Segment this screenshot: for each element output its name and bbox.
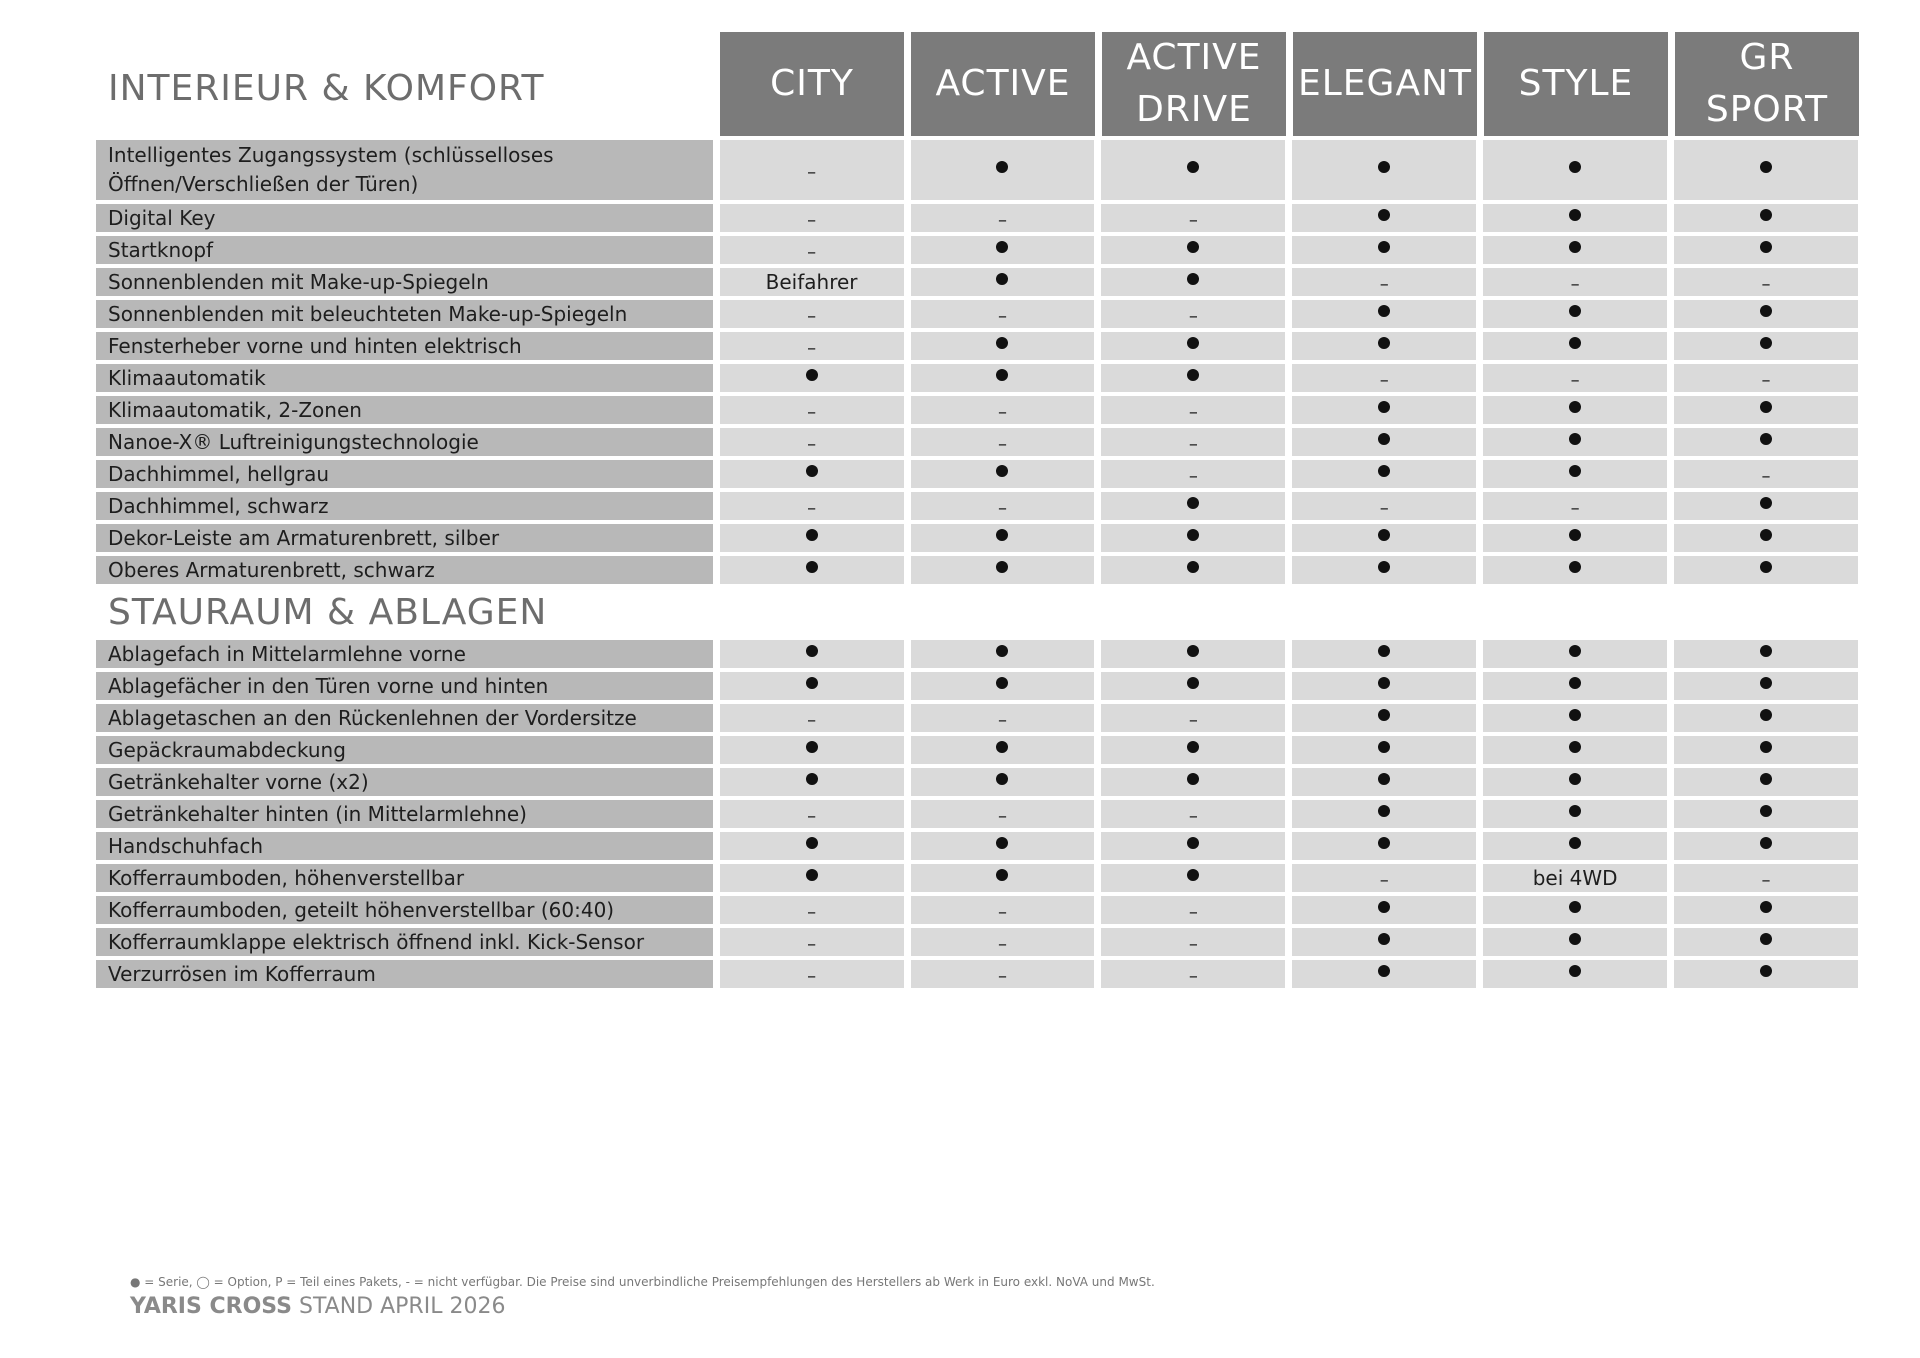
not-available-cell: – [1292, 364, 1476, 392]
not-available-cell: – [1674, 268, 1858, 296]
standard-dot-icon [1483, 524, 1667, 552]
standard-dot-icon [1101, 268, 1285, 296]
standard-dot-icon [911, 460, 1095, 488]
standard-dot-icon [720, 556, 904, 584]
standard-dot-icon [1674, 524, 1858, 552]
not-available-cell: – [911, 704, 1095, 732]
standard-dot-icon [1483, 204, 1667, 232]
table-row [96, 556, 1858, 584]
feature-label: Oberes Armaturenbrett, schwarz [96, 556, 713, 584]
not-available-cell: – [1101, 396, 1285, 424]
not-available-cell: – [720, 704, 904, 732]
standard-dot-icon [1292, 800, 1476, 828]
standard-dot-icon [1292, 768, 1476, 796]
table-row [96, 300, 1858, 328]
standard-dot-icon [1674, 640, 1858, 668]
standard-dot-icon [1292, 396, 1476, 424]
standard-dot-icon [720, 736, 904, 764]
standard-dot-icon [1483, 960, 1667, 988]
standard-dot-icon [1674, 428, 1858, 456]
standard-dot-icon [1292, 204, 1476, 232]
table-row [96, 524, 1858, 552]
feature-label: Sonnenblenden mit Make-up-Spiegeln [96, 268, 713, 296]
standard-dot-icon [1101, 736, 1285, 764]
standard-dot-icon [911, 332, 1095, 360]
not-available-cell: – [1674, 364, 1858, 392]
standard-dot-icon [911, 236, 1095, 264]
not-available-cell: – [720, 928, 904, 956]
standard-dot-icon [1674, 768, 1858, 796]
standard-dot-icon [1674, 896, 1858, 924]
standard-dot-icon [1101, 492, 1285, 520]
standard-dot-icon [1483, 460, 1667, 488]
standard-dot-icon [1483, 236, 1667, 264]
standard-dot-icon [720, 640, 904, 668]
not-available-cell: – [720, 396, 904, 424]
feature-label: Sonnenblenden mit beleuchteten Make-up-Spiegeln [96, 300, 713, 328]
standard-dot-icon [720, 524, 904, 552]
not-available-cell: – [720, 300, 904, 328]
standard-dot-icon [1101, 832, 1285, 860]
table-row [96, 332, 1858, 360]
not-available-cell: – [911, 396, 1095, 424]
standard-dot-icon [1483, 300, 1667, 328]
standard-dot-icon [1674, 736, 1858, 764]
not-available-cell: – [720, 140, 904, 200]
feature-label: Handschuhfach [96, 832, 713, 860]
not-available-cell: – [720, 332, 904, 360]
feature-label: Ablagefächer in den Türen vorne und hinten [96, 672, 713, 700]
standard-dot-icon [1292, 928, 1476, 956]
standard-dot-icon [1101, 640, 1285, 668]
standard-dot-icon [720, 672, 904, 700]
standard-dot-icon [1292, 332, 1476, 360]
table-row [96, 800, 1858, 828]
column-header-city: CITY [720, 32, 904, 136]
standard-dot-icon [1483, 768, 1667, 796]
standard-dot-icon [1674, 236, 1858, 264]
column-header-active: ACTIVE [911, 32, 1095, 136]
not-available-cell: – [720, 236, 904, 264]
standard-dot-icon [911, 524, 1095, 552]
not-available-cell: – [1101, 460, 1285, 488]
standard-dot-icon [1101, 864, 1285, 892]
not-available-cell: – [1101, 800, 1285, 828]
standard-dot-icon [1674, 332, 1858, 360]
column-header-gr-sport: GR SPORT [1675, 32, 1859, 136]
feature-label: Verzurrösen im Kofferraum [96, 960, 713, 988]
feature-label: Klimaautomatik, 2-Zonen [96, 396, 713, 424]
not-available-cell: – [1101, 928, 1285, 956]
standard-dot-icon [911, 672, 1095, 700]
availability-note-cell: Beifahrer [720, 268, 904, 296]
table-row [96, 768, 1858, 796]
feature-label: Getränkehalter vorne (x2) [96, 768, 713, 796]
standard-dot-icon [1292, 140, 1476, 200]
table-row [96, 428, 1858, 456]
feature-label: Ablagefach in Mittelarmlehne vorne [96, 640, 713, 668]
standard-dot-icon [911, 556, 1095, 584]
standard-dot-icon [1483, 672, 1667, 700]
not-available-cell: – [1101, 896, 1285, 924]
not-available-cell: – [1292, 492, 1476, 520]
not-available-cell: – [911, 928, 1095, 956]
feature-label: Kofferraumklappe elektrisch öffnend inkl. Kick-Sensor [96, 928, 713, 956]
standard-dot-icon [1292, 428, 1476, 456]
not-available-cell: – [911, 960, 1095, 988]
not-available-cell: – [720, 428, 904, 456]
not-available-cell: – [720, 800, 904, 828]
interieur-table [96, 140, 1858, 588]
standard-dot-icon [1483, 800, 1667, 828]
standard-dot-icon [1483, 332, 1667, 360]
availability-note-cell: bei 4WD [1483, 864, 1667, 892]
standard-dot-icon [1674, 704, 1858, 732]
feature-label: Kofferraumboden, höhenverstellbar [96, 864, 713, 892]
table-row [96, 960, 1858, 988]
legend-footnote: ● = Serie, ◯ = Option, P = Teil eines Pakets, - = nicht verfügbar. Die Preise sind unverbindliche Preisempfehlungen des Herstellers ab Werk in Euro exkl. NoVA und MwSt. [130, 1275, 1155, 1289]
not-available-cell: – [1101, 428, 1285, 456]
table-row [96, 864, 1858, 892]
feature-label: Kofferraumboden, geteilt höhenverstellbar (60:40) [96, 896, 713, 924]
not-available-cell: – [720, 960, 904, 988]
standard-dot-icon [1101, 524, 1285, 552]
feature-label: Intelligentes Zugangssystem (schlüsselloses Öffnen/Verschließen der Türen) [96, 140, 713, 200]
not-available-cell: – [911, 428, 1095, 456]
feature-label: Getränkehalter hinten (in Mittelarmlehne) [96, 800, 713, 828]
column-header-active-drive: ACTIVE DRIVE [1102, 32, 1286, 136]
standard-dot-icon [1674, 832, 1858, 860]
not-available-cell: – [1483, 268, 1667, 296]
table-row [96, 736, 1858, 764]
standard-dot-icon [1674, 960, 1858, 988]
standard-dot-icon [911, 832, 1095, 860]
standard-dot-icon [1292, 236, 1476, 264]
standard-dot-icon [911, 364, 1095, 392]
standard-dot-icon [1674, 300, 1858, 328]
not-available-cell: – [911, 204, 1095, 232]
standard-dot-icon [911, 864, 1095, 892]
not-available-cell: – [911, 492, 1095, 520]
not-available-cell: – [911, 800, 1095, 828]
table-row [96, 492, 1858, 520]
standard-dot-icon [1674, 204, 1858, 232]
page-footer [130, 1294, 505, 1319]
standard-dot-icon [1674, 800, 1858, 828]
table-row [96, 832, 1858, 860]
standard-dot-icon [1483, 736, 1667, 764]
table-row [96, 204, 1858, 232]
table-row [96, 460, 1858, 488]
standard-dot-icon [720, 768, 904, 796]
not-available-cell: – [1674, 460, 1858, 488]
section-title-stauraum: STAURAUM & ABLAGEN [108, 592, 548, 633]
feature-label: Fensterheber vorne und hinten elektrisch [96, 332, 713, 360]
feature-label: Gepäckraumabdeckung [96, 736, 713, 764]
standard-dot-icon [1101, 556, 1285, 584]
standard-dot-icon [1101, 768, 1285, 796]
table-row [96, 236, 1858, 264]
table-row [96, 140, 1858, 200]
standard-dot-icon [911, 736, 1095, 764]
standard-dot-icon [1483, 396, 1667, 424]
standard-dot-icon [911, 268, 1095, 296]
standard-dot-icon [720, 864, 904, 892]
standard-dot-icon [1292, 832, 1476, 860]
standard-dot-icon [1483, 832, 1667, 860]
standard-dot-icon [1483, 140, 1667, 200]
not-available-cell: – [1292, 268, 1476, 296]
feature-label: Startknopf [96, 236, 713, 264]
standard-dot-icon [1674, 928, 1858, 956]
not-available-cell: – [1101, 300, 1285, 328]
not-available-cell: – [1674, 864, 1858, 892]
standard-dot-icon [1483, 640, 1667, 668]
standard-dot-icon [1292, 960, 1476, 988]
feature-label: Dachhimmel, schwarz [96, 492, 713, 520]
not-available-cell: – [1483, 364, 1667, 392]
standard-dot-icon [1101, 364, 1285, 392]
standard-dot-icon [1101, 140, 1285, 200]
standard-dot-icon [1292, 672, 1476, 700]
table-row [96, 928, 1858, 956]
not-available-cell: – [1292, 864, 1476, 892]
table-row [96, 896, 1858, 924]
standard-dot-icon [1292, 896, 1476, 924]
standard-dot-icon [1674, 492, 1858, 520]
not-available-cell: – [1101, 204, 1285, 232]
standard-dot-icon [1483, 704, 1667, 732]
not-available-cell: – [1101, 704, 1285, 732]
standard-dot-icon [720, 364, 904, 392]
feature-label: Dekor-Leiste am Armaturenbrett, silber [96, 524, 713, 552]
standard-dot-icon [911, 640, 1095, 668]
standard-dot-icon [1674, 396, 1858, 424]
not-available-cell: – [1101, 960, 1285, 988]
standard-dot-icon [1483, 556, 1667, 584]
feature-label: Klimaautomatik [96, 364, 713, 392]
standard-dot-icon [1292, 704, 1476, 732]
standard-dot-icon [1483, 928, 1667, 956]
standard-dot-icon [1101, 236, 1285, 264]
feature-label: Nanoe-X® Luftreinigungstechnologie [96, 428, 713, 456]
standard-dot-icon [720, 460, 904, 488]
table-row [96, 364, 1858, 392]
section-title-interieur: INTERIEUR & KOMFORT [108, 68, 545, 109]
feature-label: Ablagetaschen an den Rückenlehnen der Vordersitze [96, 704, 713, 732]
footer-stand: STAND APRIL 2026 [298, 1294, 506, 1319]
not-available-cell: – [1483, 492, 1667, 520]
standard-dot-icon [1292, 460, 1476, 488]
standard-dot-icon [911, 140, 1095, 200]
standard-dot-icon [1674, 556, 1858, 584]
standard-dot-icon [1483, 896, 1667, 924]
table-row [96, 640, 1858, 668]
not-available-cell: – [720, 492, 904, 520]
column-header-style: STYLE [1484, 32, 1668, 136]
not-available-cell: – [911, 896, 1095, 924]
stauraum-table [96, 640, 1858, 992]
standard-dot-icon [1292, 736, 1476, 764]
table-row [96, 396, 1858, 424]
column-header-elegant: ELEGANT [1293, 32, 1477, 136]
footer-model: YARIS CROSS [130, 1294, 292, 1319]
not-available-cell: – [720, 896, 904, 924]
standard-dot-icon [1292, 640, 1476, 668]
standard-dot-icon [1483, 428, 1667, 456]
not-available-cell: – [720, 204, 904, 232]
table-row [96, 268, 1858, 296]
standard-dot-icon [911, 768, 1095, 796]
standard-dot-icon [720, 832, 904, 860]
standard-dot-icon [1292, 556, 1476, 584]
not-available-cell: – [911, 300, 1095, 328]
table-row [96, 704, 1858, 732]
table-row [96, 672, 1858, 700]
standard-dot-icon [1101, 332, 1285, 360]
feature-label: Dachhimmel, hellgrau [96, 460, 713, 488]
standard-dot-icon [1674, 672, 1858, 700]
feature-label: Digital Key [96, 204, 713, 232]
standard-dot-icon [1674, 140, 1858, 200]
standard-dot-icon [1292, 300, 1476, 328]
standard-dot-icon [1101, 672, 1285, 700]
standard-dot-icon [1292, 524, 1476, 552]
